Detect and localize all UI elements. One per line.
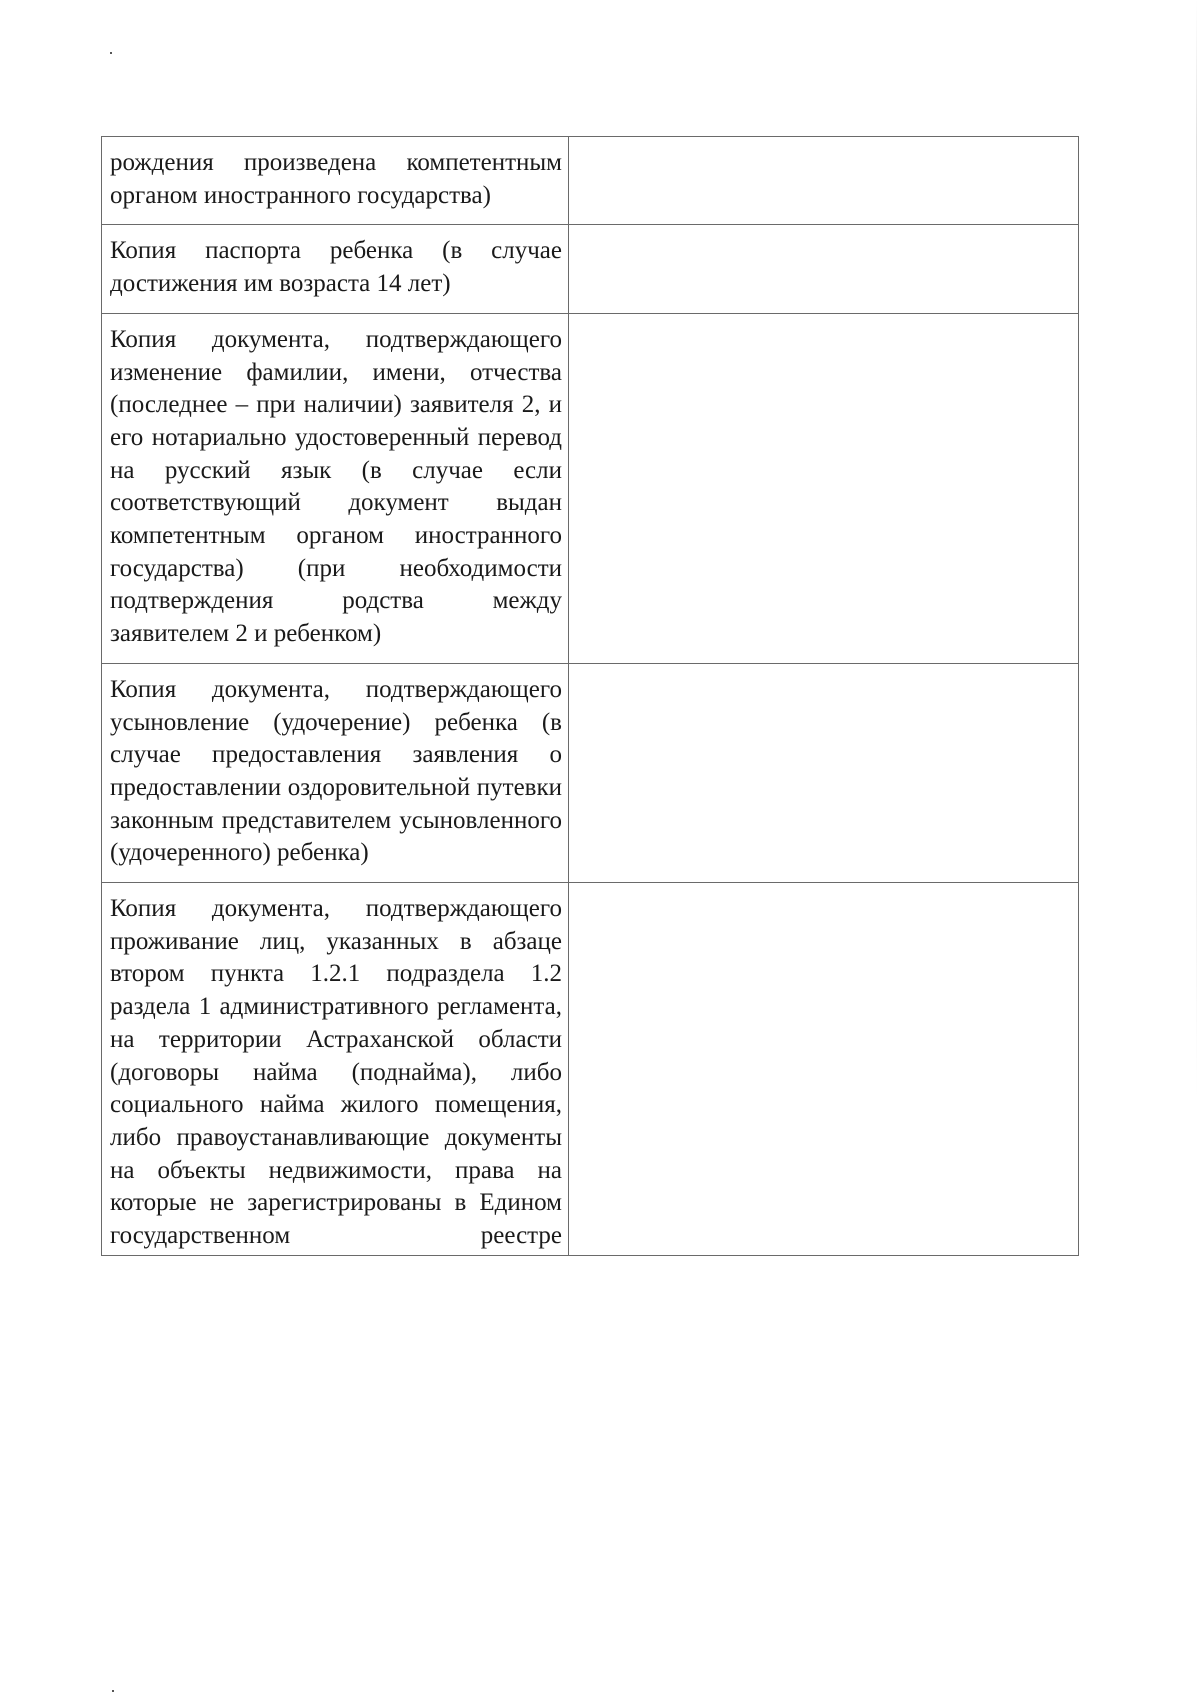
table-row xyxy=(102,883,1079,1256)
document-cell xyxy=(102,313,569,663)
empty-cell xyxy=(569,225,1079,313)
empty-cell xyxy=(569,663,1079,882)
documents-table xyxy=(101,136,1079,1256)
document-cell xyxy=(102,663,569,882)
document-text: Копия документа, подтверждающего усыновление (удочерение) ребенка (в случае предоставления заявления о предоставлении оздоровительной путевки законным представителем усыновленного (удочеренного) ребенка) xyxy=(110,675,562,867)
document-cell xyxy=(102,883,569,1256)
empty-cell xyxy=(569,883,1079,1256)
document-text: Копия паспорта ребенка (в случае достижения им возраста 14 лет) xyxy=(110,237,562,298)
table-row xyxy=(102,137,1079,225)
empty-cell xyxy=(569,137,1079,225)
document-text: Копия документа, подтверждающего проживание лиц, указанных в абзаце втором пункта 1.2.1 подраздела 1.2 раздела 1 административного регламента, на территории Астраханской области (договоры найма (поднайма), либо социального найма жилого помещения, либо правоустанавливающие документы на объекты недвижимости, права на которые не зарегистрированы в Едином государственном реестре xyxy=(110,895,562,1250)
empty-cell xyxy=(569,313,1079,663)
table-row xyxy=(102,663,1079,882)
document-cell xyxy=(102,137,569,225)
table-row xyxy=(102,313,1079,663)
table-row xyxy=(102,225,1079,313)
document-text: Копия документа, подтверждающего изменение фамилии, имени, отчества (последнее – при наличии) заявителя 2, и его нотариально удостоверенный перевод на русский язык (в случае если соответствующий документ выдан компетентным органом иностранного государства) (при необходимости подтверждения родства между заявителем 2 и ребенком) xyxy=(110,325,562,648)
scan-speck xyxy=(110,52,112,54)
scan-speck xyxy=(112,1690,114,1692)
scan-streak xyxy=(1196,0,1197,1100)
document-cell xyxy=(102,225,569,313)
document-text: рождения произведена компетентным органом иностранного государства) xyxy=(110,149,562,209)
